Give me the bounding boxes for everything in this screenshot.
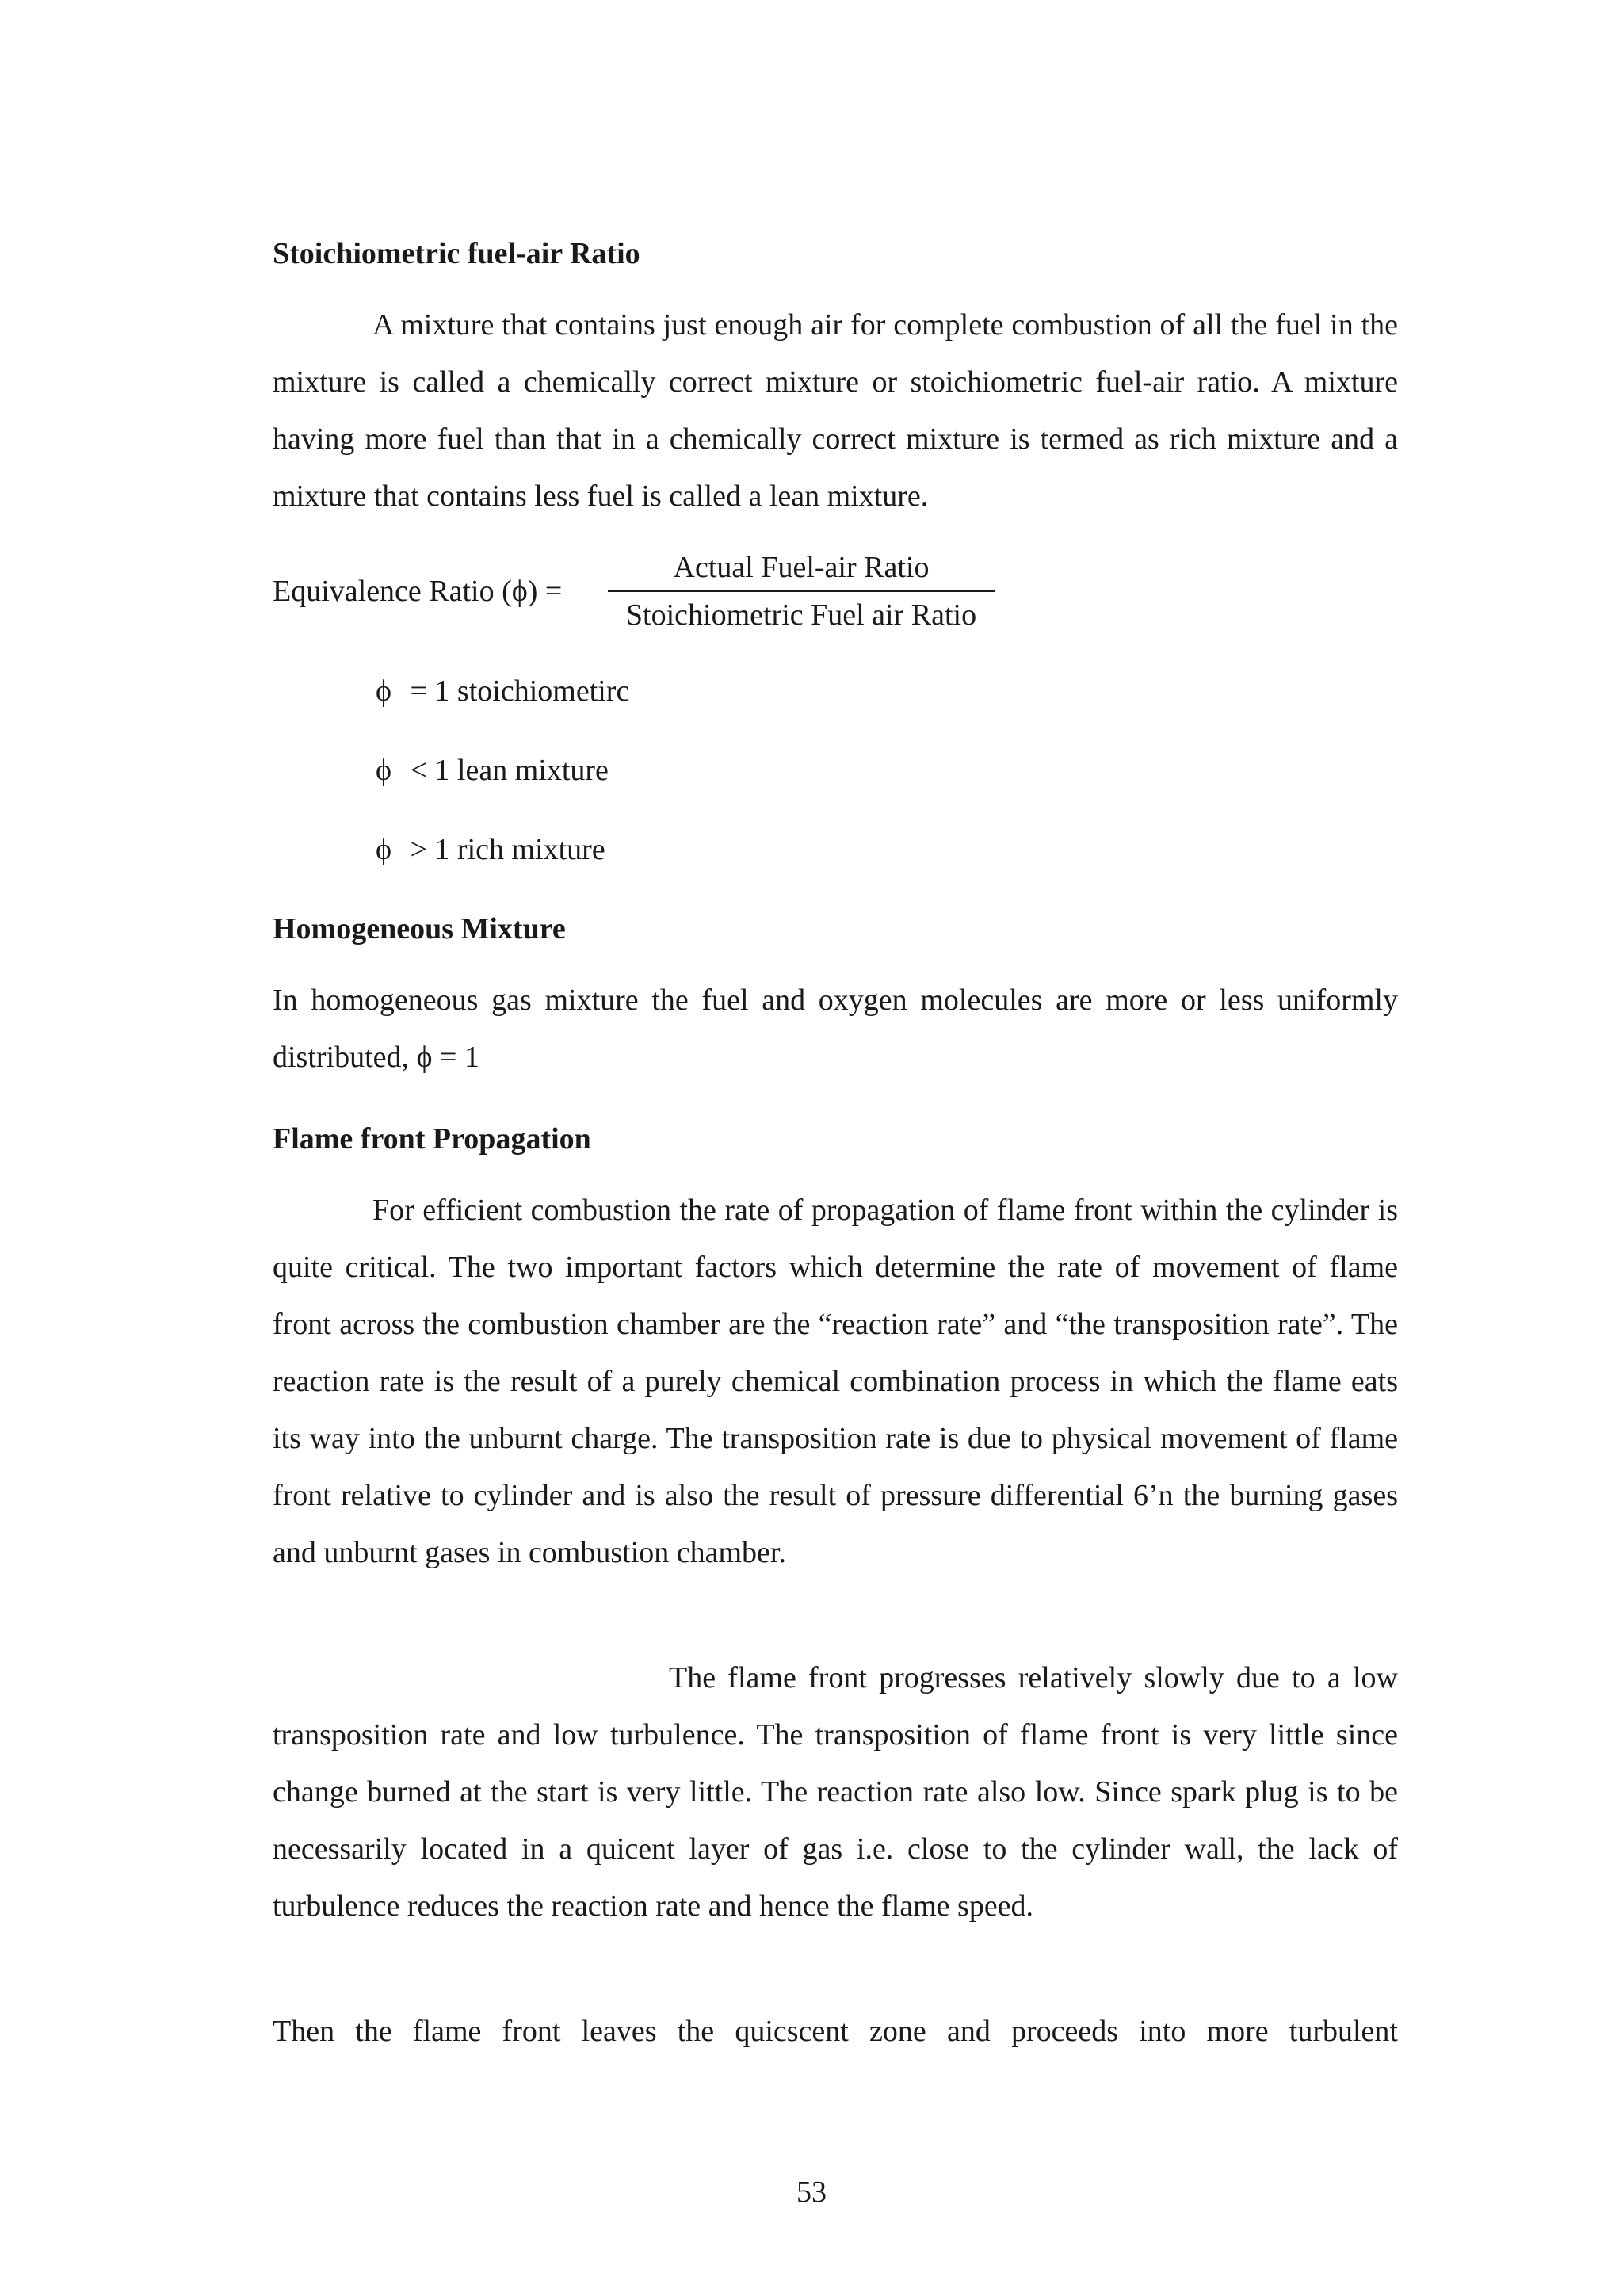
fraction-bar [608,590,995,592]
condition-text: < 1 lean mixture [410,754,609,787]
heading-homogeneous: Homogeneous Mixture [273,912,566,946]
paragraph-flame-1: For efficient combustion the rate of propagation of flame front within the cylinder is quite critical. The two important factors which determine the rate of movement of flame front across the combustion chamber are the “reaction rate” and “the transposition rate”. The reaction rate is the result of a purely chemical combination process in which the flame eats its way into the unburnt charge. The transposition rate is due to physical movement of flame front relative to cylinder and is also the result of pressure differential 6’n the burning gases and unburnt gases in combustion chamber. [273,1194,1398,1569]
phi-symbol: ϕ [376,833,392,866]
phi-symbol: ϕ [376,674,392,708]
condition-text: > 1 rich mixture [410,833,605,866]
fraction-numerator: Actual Fuel-air Ratio [673,551,930,584]
phi-symbol: ϕ [376,754,392,787]
page-number: 53 [796,2176,827,2209]
equivalence-ratio-fraction [608,548,995,634]
condition-stoichiometric [376,672,629,710]
fraction-denominator: Stoichiometric Fuel air Ratio [625,598,977,632]
paragraph-flame-2: The flame front progresses relatively slowly due to a low transposition rate and low turbulence. The transposition of flame front is very little since change burned at the start is very little. The reaction rate also low. Since spark plug is to be necessarily located in a quicent layer of gas i.e. close to the cylinder wall, the lack of turbulence reduces the reaction rate and hence the flame speed. [273,1661,1398,1923]
heading-stoichiometric: Stoichiometric fuel-air Ratio [273,237,640,270]
paragraph-stoichiometric: A mixture that contains just enough air for complete combustion of all the fuel in the mixture is called a chemically correct mixture or stoichiometric fuel-air ratio. A mixture having more fuel than that in a chemically correct mixture is termed as rich mixture and a mixture that contains less fuel is called a lean mixture. [273,308,1398,513]
paragraph-homogeneous: In homogeneous gas mixture the fuel and oxygen molecules are more or less uniformly distributed, ϕ = 1 [273,984,1398,1074]
condition-lean [376,751,609,789]
heading-flame-front: Flame front Propagation [273,1122,591,1156]
equivalence-ratio-label: Equivalence Ratio (ϕ) = [273,575,563,608]
condition-rich [376,831,605,869]
condition-text: = 1 stoichiometirc [410,674,630,708]
paragraph-flame-3: Then the flame front leaves the quicscent zone and proceeds into more turbulent [273,2015,1398,2048]
